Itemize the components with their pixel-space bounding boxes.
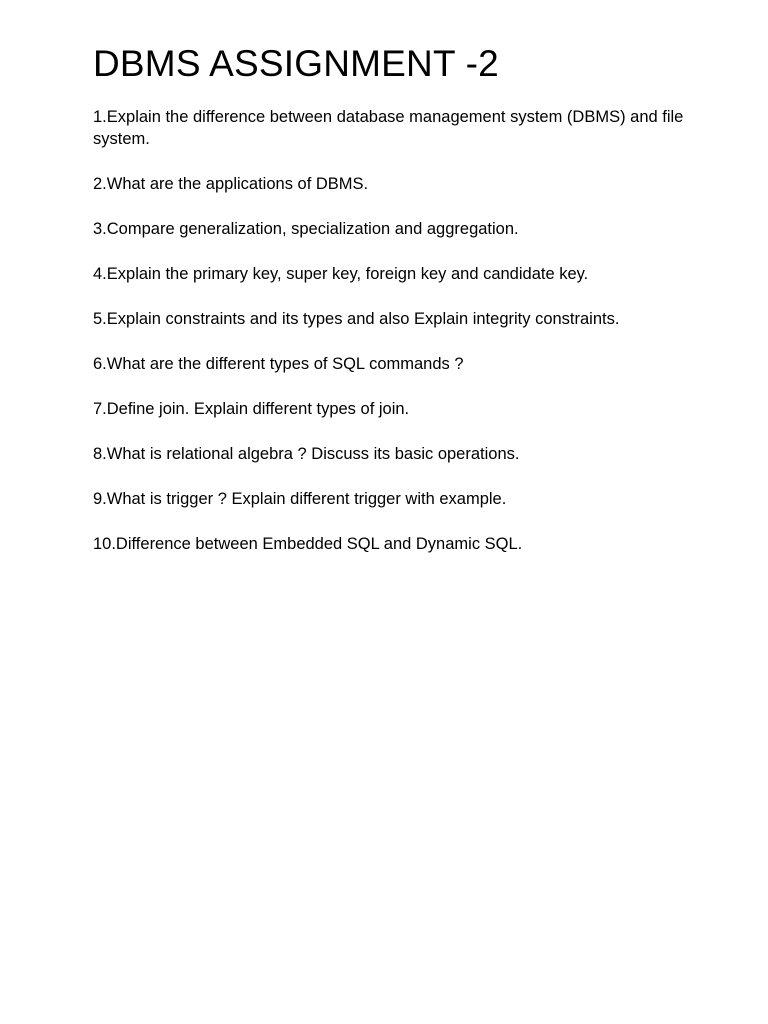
question-item: 1.Explain the difference between database management system (DBMS) and file system. (93, 108, 684, 148)
question-item: 6.What are the different types of SQL commands ? (93, 355, 464, 373)
page-title: DBMS ASSIGNMENT -2 (93, 43, 499, 84)
question-item: 2.What are the applications of DBMS. (93, 175, 369, 193)
question-item: 4.Explain the primary key, super key, foreign key and candidate key. (93, 265, 589, 283)
question-item: 5.Explain constraints and its types and also Explain integrity constraints. (93, 310, 620, 328)
question-list (93, 106, 693, 555)
question-item: 10.Difference between Embedded SQL and Dynamic SQL. (93, 535, 523, 553)
question-item: 7.Define join. Explain different types of join. (93, 400, 410, 418)
question-item: 8.What is relational algebra ? Discuss its basic operations. (93, 445, 520, 463)
question-item: 3.Compare generalization, specialization and aggregation. (93, 220, 519, 238)
document-page (93, 42, 693, 578)
question-item: 9.What is trigger ? Explain different trigger with example. (93, 490, 507, 508)
